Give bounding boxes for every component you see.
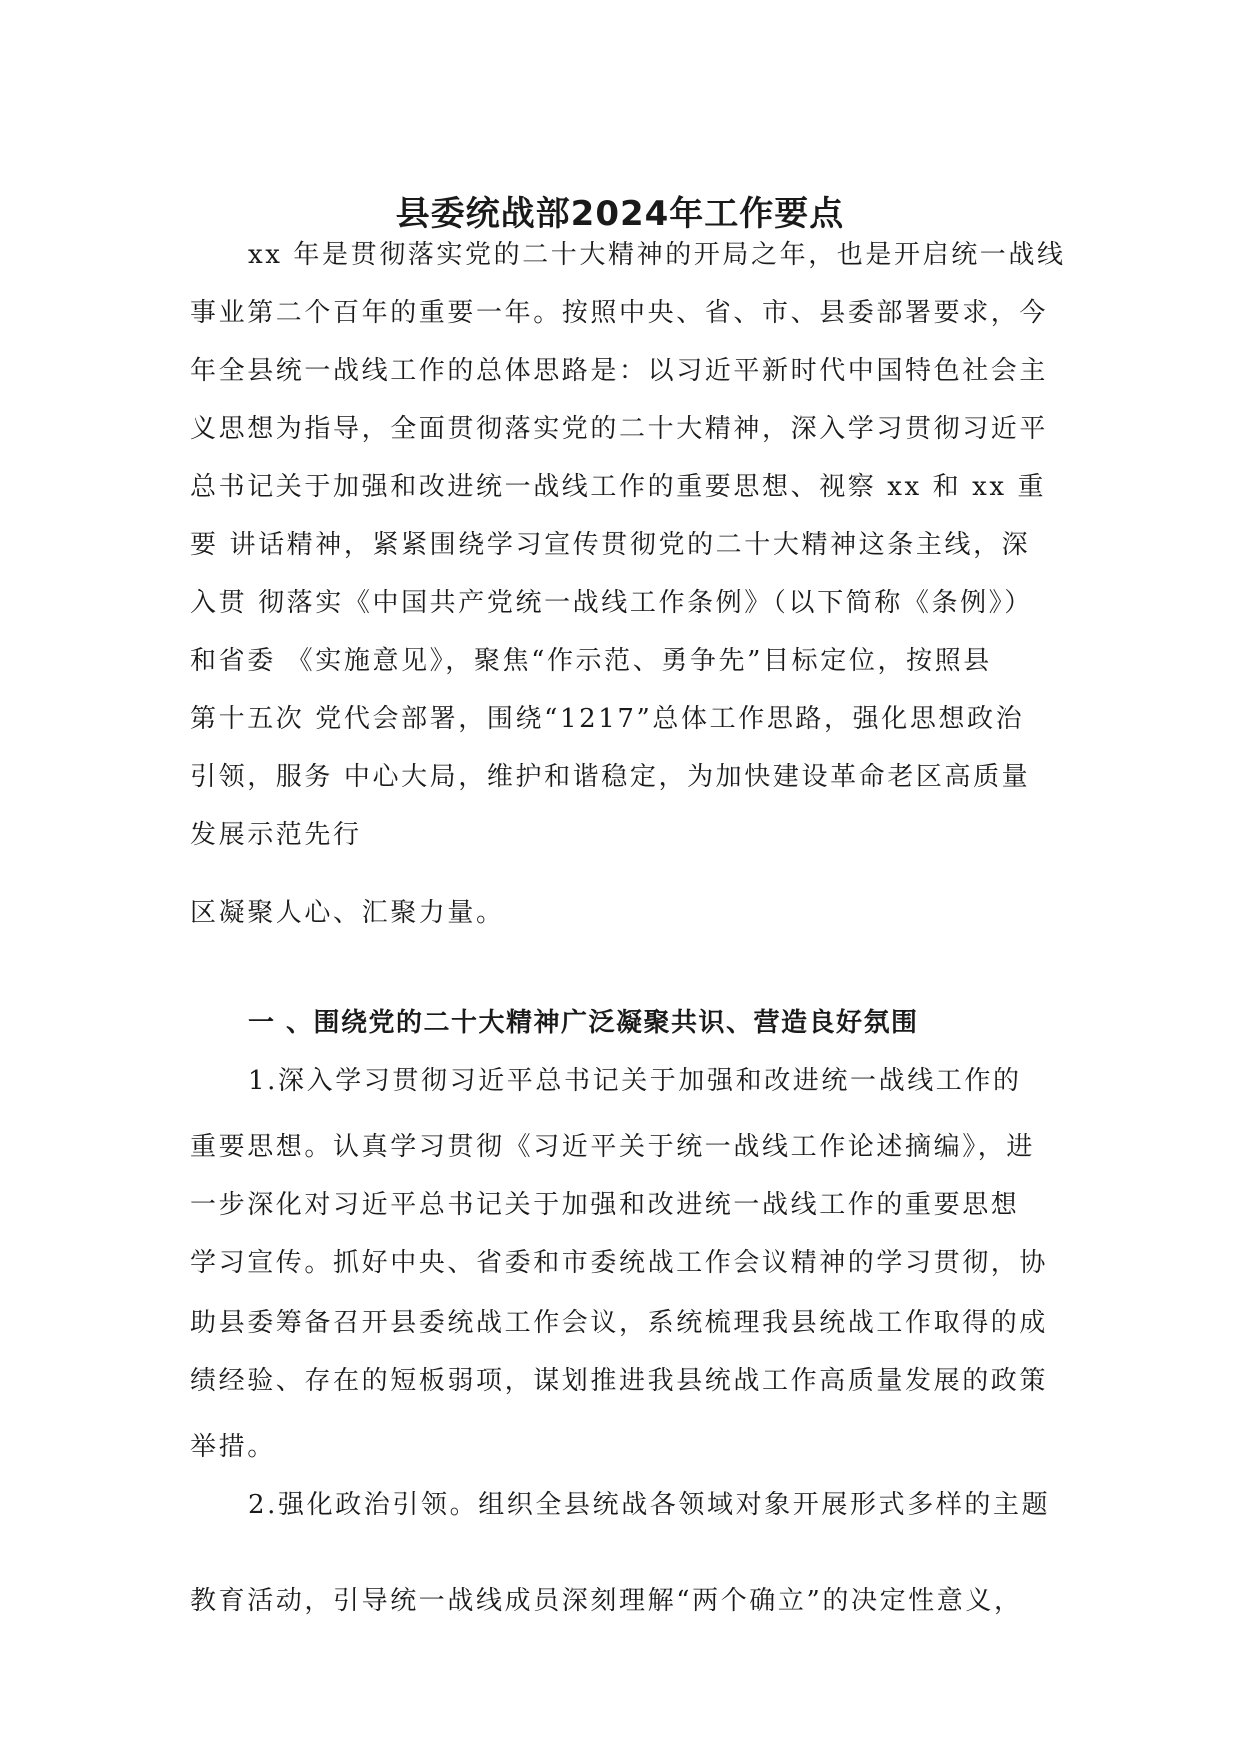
intro-line-8: 和省委 《实施意见》，聚焦“作示范、勇争先”目标定位，按照县	[190, 646, 992, 676]
intro-line-1: xx 年是贯彻落实党的二十大精神的开局之年，也是开启统一战线	[248, 240, 1066, 270]
item2-line-1: 2.强化政治引领。组织全县统战各领域对象开展形式多样的主题	[248, 1490, 1051, 1520]
item1-line-3: 一步深化对习近平总书记关于加强和改进统一战线工作的重要思想	[190, 1190, 1020, 1220]
item1-line-6: 绩经验、存在的短板弱项，谋划推进我县统战工作高质量发展的政策	[190, 1366, 1049, 1396]
item1-line-1: 1.深入学习贯彻习近平总书记关于加强和改进统一战线工作的	[248, 1066, 1022, 1096]
intro-line-9: 第十五次 党代会部署，围绕“1217”总体工作思路，强化思想政治	[190, 704, 1025, 734]
item2-line-2: 教育活动，引导统一战线成员深刻理解“两个确立”的决定性意义，	[190, 1586, 1023, 1616]
intro-line-7: 入贯 彻落实《中国共产党统一战线工作条例》（以下简称《条例》）	[190, 588, 1033, 618]
document-title: 县委统战部2024年工作要点	[395, 194, 845, 234]
intro-line-10: 引领，服务 中心大局，维护和谐稳定，为加快建设革命老区高质量	[190, 762, 1031, 792]
intro-line-5: 总书记关于加强和改进统一战线工作的重要思想、视察 xx 和 xx 重	[190, 472, 1047, 502]
item1-line-4: 学习宣传。抓好中央、省委和市委统战工作会议精神的学习贯彻，协	[190, 1248, 1049, 1278]
item1-line-7: 举措。	[190, 1432, 276, 1462]
intro-line-6: 要 讲话精神，紧紧围绕学习宣传贯彻党的二十大精神这条主线，深	[190, 530, 1031, 560]
intro-line-11: 发展示范先行	[190, 820, 362, 850]
section-heading-1: 一 、围绕党的二十大精神广泛凝聚共识、营造良好氛围	[248, 1008, 919, 1038]
item1-line-5: 助县委筹备召开县委统战工作会议，系统梳理我县统战工作取得的成	[190, 1308, 1049, 1338]
intro-line-4: 义思想为指导，全面贯彻落实党的二十大精神，深入学习贯彻习近平	[190, 414, 1049, 444]
intro-line-12: 区凝聚人心、汇聚力量。	[190, 898, 505, 928]
intro-line-2: 事业第二个百年的重要一年。按照中央、省、市、县委部署要求，今	[190, 298, 1049, 328]
item1-line-2: 重要思想。认真学习贯彻《习近平关于统一战线工作论述摘编》，进	[190, 1132, 1036, 1162]
intro-line-3: 年全县统一战线工作的总体思路是：以习近平新时代中国特色社会主	[190, 356, 1049, 386]
